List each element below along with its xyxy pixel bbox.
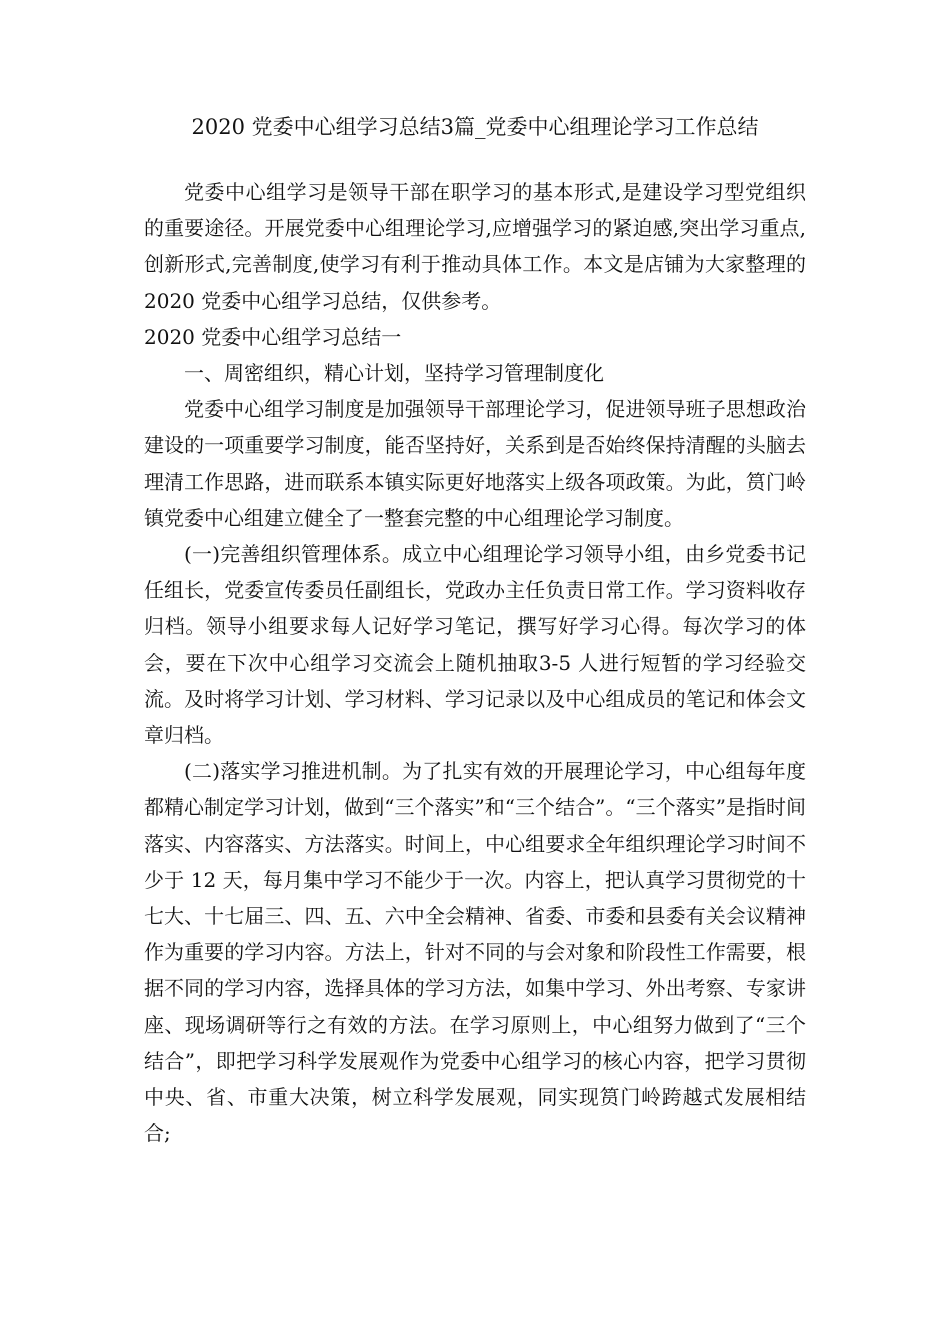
section-heading: 2020 党委中心组学习总结一 [144,324,402,349]
paragraph-mechanism: (二)落实学习推进机制。为了扎实有效的开展理论学习，中心组每年度都精心制定学习计划，做到“三个落实”和“三个结合”。“三个落实”是指时间落实、内容落实、方法落实。时间上，中心组要求全年组织理论学习时间不少于 12 天，每月集中学习不能少于一次。内容上，把认真学习贯彻党的十七大、十七届三、四、五、六中全会精神、省委、市委和县委有关会议精神作为重要的学习内容。方法上，针对不同的与会对象和阶段性工作需要，根据不同的学习内容，选择具体的学习方法，如集中学习、外出考察、专家讲座、现场调研等行之有效的方法。在学习原则上，中心组努力做到了“三个结合”，即把学习科学发展观作为党委中心组学习的核心内容，把学习贯彻中央、省、市重大决策，树立科学发展观，同实现筼门岭跨越式发展相结合; [144,759,806,1146]
subsection-heading: 一、周密组织，精心计划，坚持学习管理制度化 [184,361,604,386]
document-body [144,174,806,1151]
paragraph-organization: (一)完善组织管理体系。成立中心组理论学习领导小组，由乡党委书记任组长，党委宣传委员任副组长，党政办主任负责日常工作。学习资料收存归档。领导小组要求每人记好学习笔记，撰写好学习心得。每次学习的体会，要在下次中心组学习交流会上随机抽取3-5 人进行短暂的学习经验交流。及时将学习计划、学习材料、学习记录以及中心组成员的笔记和体会文章归档。 [144,542,806,748]
paragraph-intro: 党委中心组学习是领导干部在职学习的基本形式,是建设学习型党组织的重要途径。开展党委中心组理论学习,应增强学习的紧迫感,突出学习重点,创新形式,完善制度,使学习有利于推动具体工作。本文是店铺为大家整理的2020 党委中心组学习总结，仅供参考。 [144,180,806,313]
document-title: 2020 党委中心组学习总结3篇_党委中心组理论学习工作总结 [191,115,759,139]
paragraph-study-system: 党委中心组学习制度是加强领导干部理论学习，促进领导班子思想政治建设的一项重要学习制度，能否坚持好，关系到是否始终保持清醒的头脑去理清工作思路，进而联系本镇实际更好地落实上级各项政策。为此，筼门岭镇党委中心组建立健全了一整套完整的中心组理论学习制度。 [144,397,806,530]
